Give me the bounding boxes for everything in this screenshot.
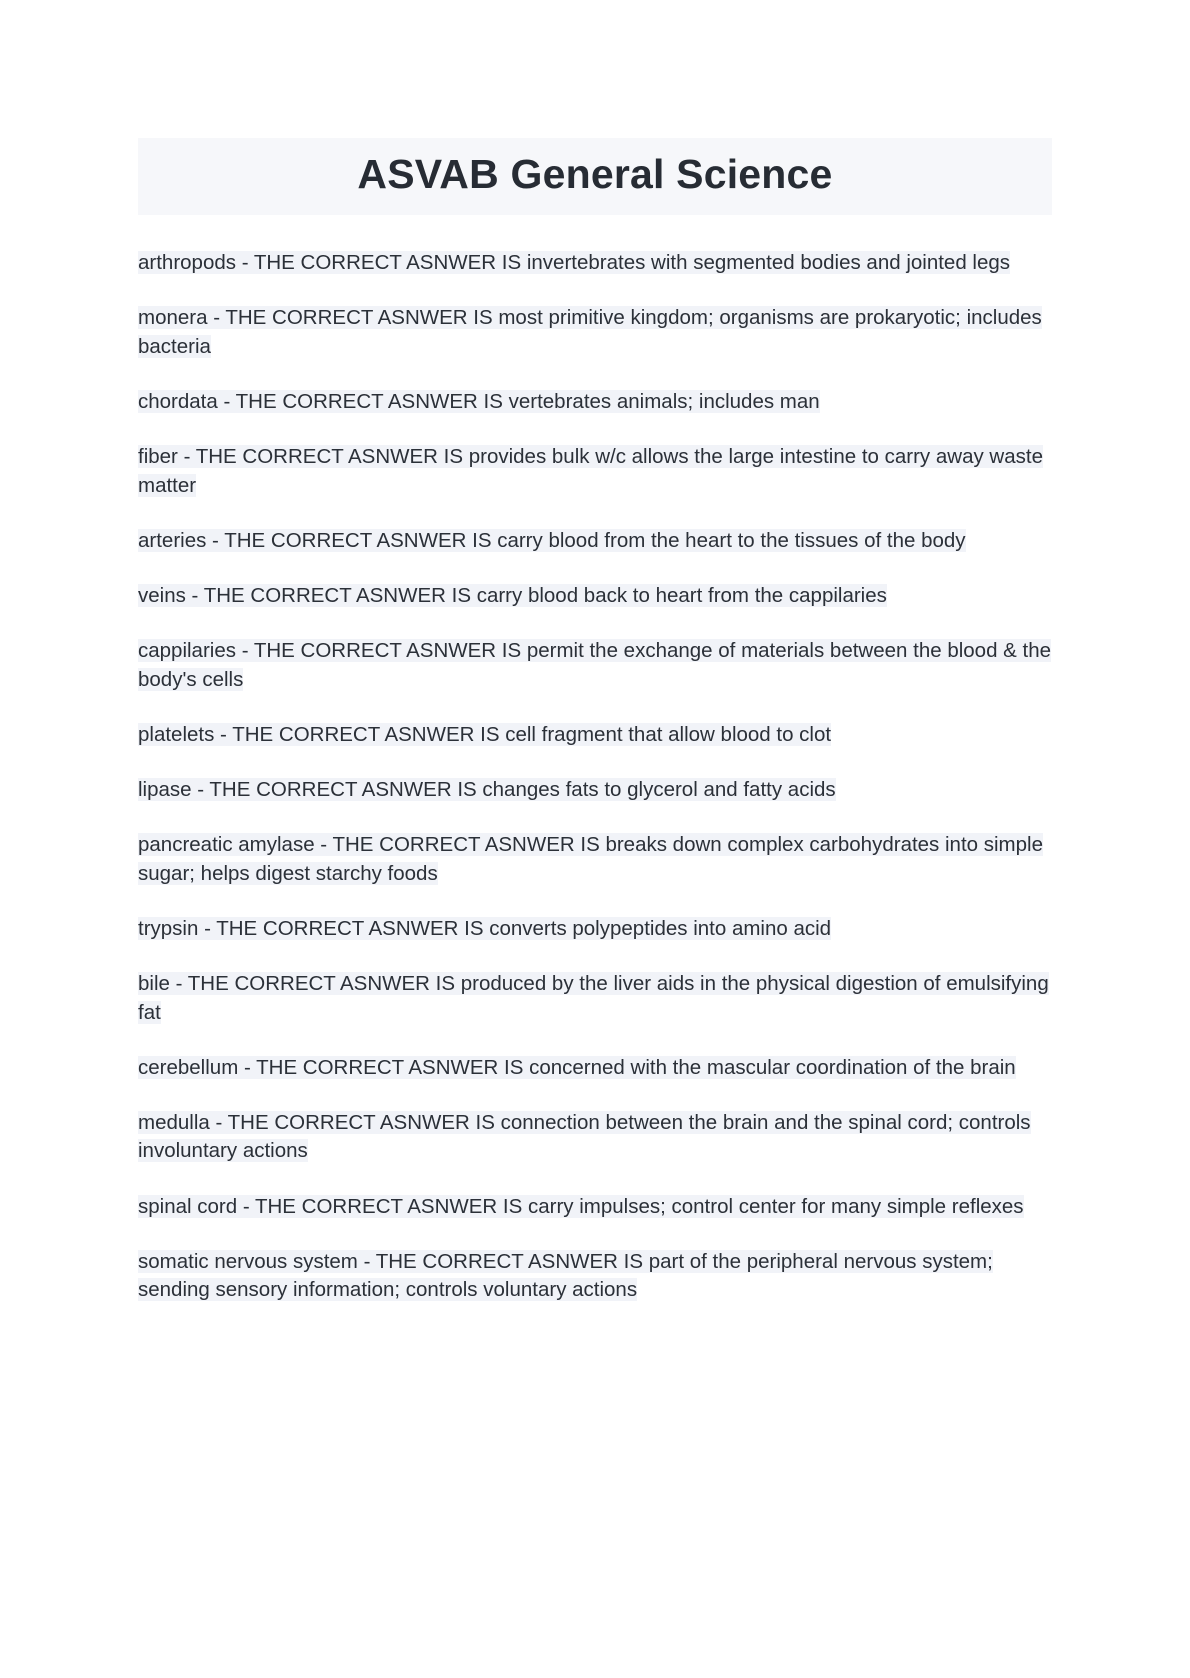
study-entry-text: cappilaries - THE CORRECT ASNWER IS permit the exchange of materials between the blood & the body's cells (138, 639, 1052, 691)
study-entry (138, 915, 1052, 943)
study-entry (138, 582, 1052, 610)
study-entry-text: arteries - THE CORRECT ASNWER IS carry blood from the heart to the tissues of the body (138, 528, 966, 552)
study-entry (138, 1193, 1052, 1221)
study-entry-text: lipase - THE CORRECT ASNWER IS changes fats to glycerol and fatty acids (138, 778, 836, 802)
study-entry-text: fiber - THE CORRECT ASNWER IS provides bulk w/c allows the large intestine to carry away waste matter (138, 445, 1043, 497)
study-entry (138, 721, 1052, 749)
study-entry-text: medulla - THE CORRECT ASNWER IS connection between the brain and the spinal cord; controls involuntary actions (138, 1111, 1031, 1163)
study-entry (138, 443, 1052, 500)
study-entry (138, 831, 1052, 888)
title-banner (138, 138, 1052, 215)
study-entry-text: monera - THE CORRECT ASNWER IS most primitive kingdom; organisms are prokaryotic; includes bacteria (138, 306, 1042, 358)
study-entry-text: spinal cord - THE CORRECT ASNWER IS carry impulses; control center for many simple reflexes (138, 1194, 1024, 1218)
document-body (138, 215, 1052, 1304)
study-entry-text: arthropods - THE CORRECT ASNWER IS invertebrates with segmented bodies and jointed legs (138, 251, 1011, 275)
study-entry (138, 527, 1052, 555)
study-entry (138, 1248, 1052, 1305)
study-entry (138, 388, 1052, 416)
study-entry (138, 1054, 1052, 1082)
study-entry (138, 1109, 1052, 1166)
page-title: ASVAB General Science (357, 151, 833, 197)
study-entry-text: chordata - THE CORRECT ASNWER IS vertebrates animals; includes man (138, 389, 820, 413)
study-entry (138, 776, 1052, 804)
study-entry (138, 970, 1052, 1027)
study-entry (138, 304, 1052, 361)
study-entry-text: trypsin - THE CORRECT ASNWER IS converts polypeptides into amino acid (138, 917, 832, 941)
study-entry-text: cerebellum - THE CORRECT ASNWER IS concerned with the mascular coordination of the brain (138, 1055, 1016, 1079)
study-entry-text: somatic nervous system - THE CORRECT ASNWER IS part of the peripheral nervous system; sending sensory information; controls voluntary actions (138, 1250, 993, 1302)
study-entry-text: bile - THE CORRECT ASNWER IS produced by the liver aids in the physical digestion of emulsifying fat (138, 972, 1049, 1024)
study-entry (138, 249, 1052, 277)
study-entry (138, 637, 1052, 694)
study-entry-text: pancreatic amylase - THE CORRECT ASNWER IS breaks down complex carbohydrates into simple sugar; helps digest starchy foods (138, 833, 1043, 885)
study-entry-text: veins - THE CORRECT ASNWER IS carry blood back to heart from the cappilaries (138, 584, 887, 608)
document-page (0, 138, 1190, 1678)
study-entry-text: platelets - THE CORRECT ASNWER IS cell fragment that allow blood to clot (138, 722, 832, 746)
